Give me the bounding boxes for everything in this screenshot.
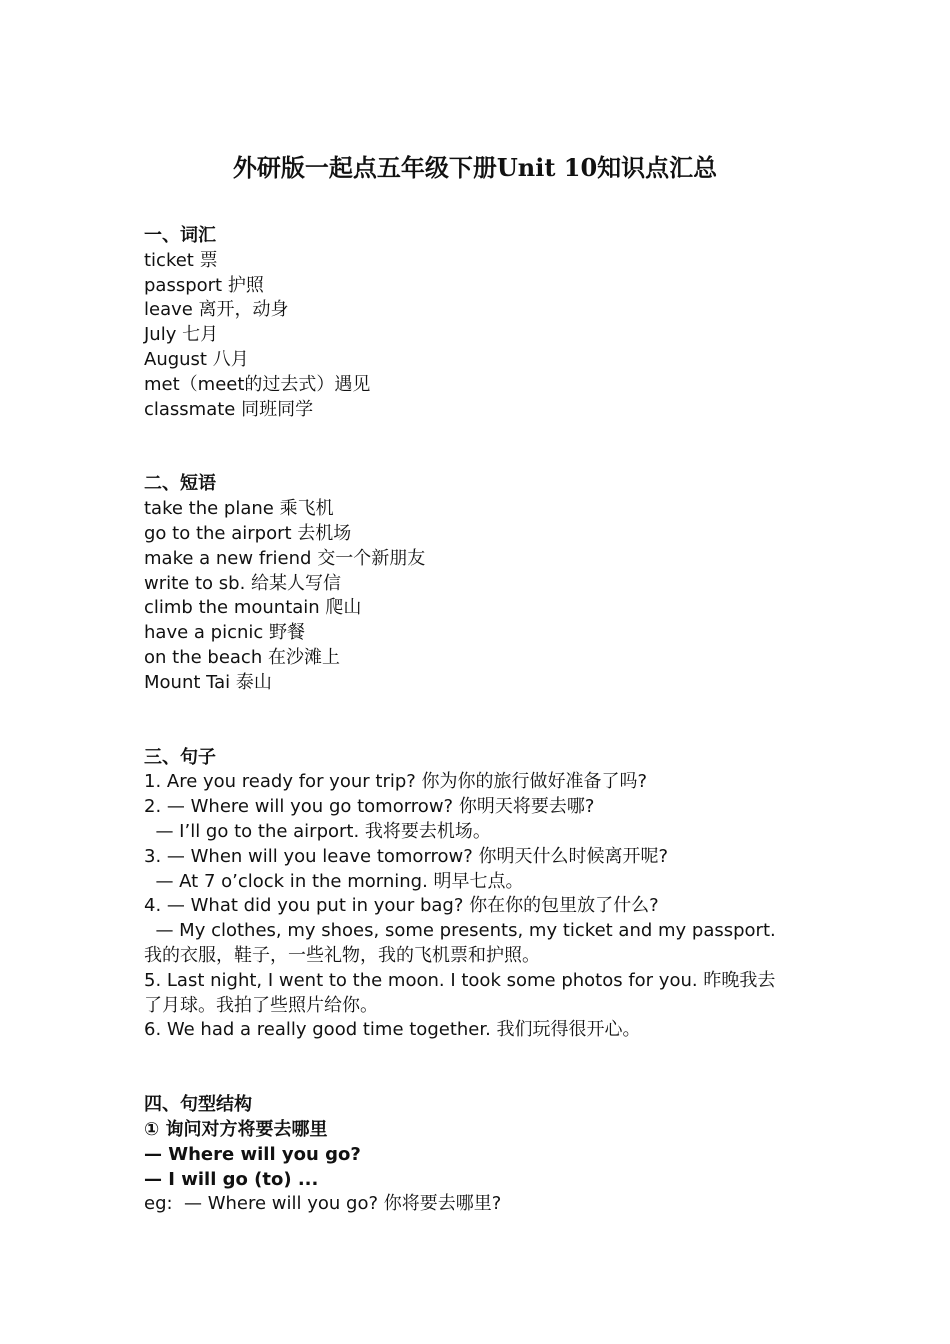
- section-heading: 四、句型结构: [144, 1094, 252, 1116]
- sentence-line: 4. — What did you put in your bag? 你在你的包里放了什么?: [144, 895, 659, 917]
- section-sentences: [144, 746, 816, 1044]
- section-vocabulary: [144, 224, 816, 422]
- sentence-line: 了月球。我拍了些照片给你。: [144, 994, 378, 1016]
- section-sentence-patterns: [144, 1093, 816, 1217]
- pattern-subheading: ① 询问对方将要去哪里: [144, 1118, 328, 1140]
- vocab-item: passport 护照: [144, 274, 264, 296]
- sentence-line: 我的衣服，鞋子，一些礼物，我的飞机票和护照。: [144, 944, 540, 966]
- example-line: eg: — Where will you go? 你将要去哪里?: [144, 1193, 502, 1215]
- phrase-item: Mount Tai 泰山: [144, 671, 272, 693]
- section-heading: 三、句子: [144, 746, 216, 768]
- sentence-line: 1. Are you ready for your trip? 你为你的旅行做好准备了吗?: [144, 771, 648, 793]
- vocab-item: classmate 同班同学: [144, 398, 314, 420]
- phrase-item: on the beach 在沙滩上: [144, 646, 340, 668]
- sentence-line: 2. — Where will you go tomorrow? 你明天将要去哪?: [144, 796, 595, 818]
- document-title: 外研版一起点五年级下册Unit 10知识点汇总: [232, 153, 718, 182]
- sentence-line: — I’ll go to the airport. 我将要去机场。: [144, 820, 491, 842]
- phrase-item: go to the airport 去机场: [144, 522, 352, 544]
- section-heading: 二、短语: [144, 473, 216, 495]
- pattern-line: — Where will you go?: [144, 1143, 361, 1165]
- vocab-item: met（meet的过去式）遇见: [144, 373, 371, 395]
- sentence-line: 5. Last night, I went to the moon. I took some photos for you. 昨晚我去: [144, 969, 776, 991]
- phrase-item: have a picnic 野餐: [144, 622, 305, 644]
- vocab-item: July 七月: [144, 324, 219, 346]
- sentence-line: 3. — When will you leave tomorrow? 你明天什么时候离开呢?: [144, 845, 669, 867]
- vocab-item: ticket 票: [144, 249, 218, 271]
- sentence-line: — My clothes, my shoes, some presents, my ticket and my passport.: [144, 920, 776, 942]
- document-body: [144, 224, 816, 1217]
- pattern-line: — I will go (to) ...: [144, 1168, 319, 1190]
- phrase-item: write to sb. 给某人写信: [144, 572, 342, 594]
- phrase-item: take the plane 乘飞机: [144, 498, 334, 520]
- vocab-item: August 八月: [144, 348, 249, 370]
- section-phrases: [144, 472, 816, 695]
- vocab-item: leave 离开，动身: [144, 299, 289, 321]
- sentence-line: — At 7 o’clock in the morning. 明早七点。: [144, 870, 524, 892]
- phrase-item: climb the mountain 爬山: [144, 597, 362, 619]
- sentence-line: 6. We had a really good time together. 我们玩得很开心。: [144, 1019, 641, 1041]
- phrase-item: make a new friend 交一个新朋友: [144, 547, 426, 569]
- section-heading: 一、词汇: [144, 225, 216, 246]
